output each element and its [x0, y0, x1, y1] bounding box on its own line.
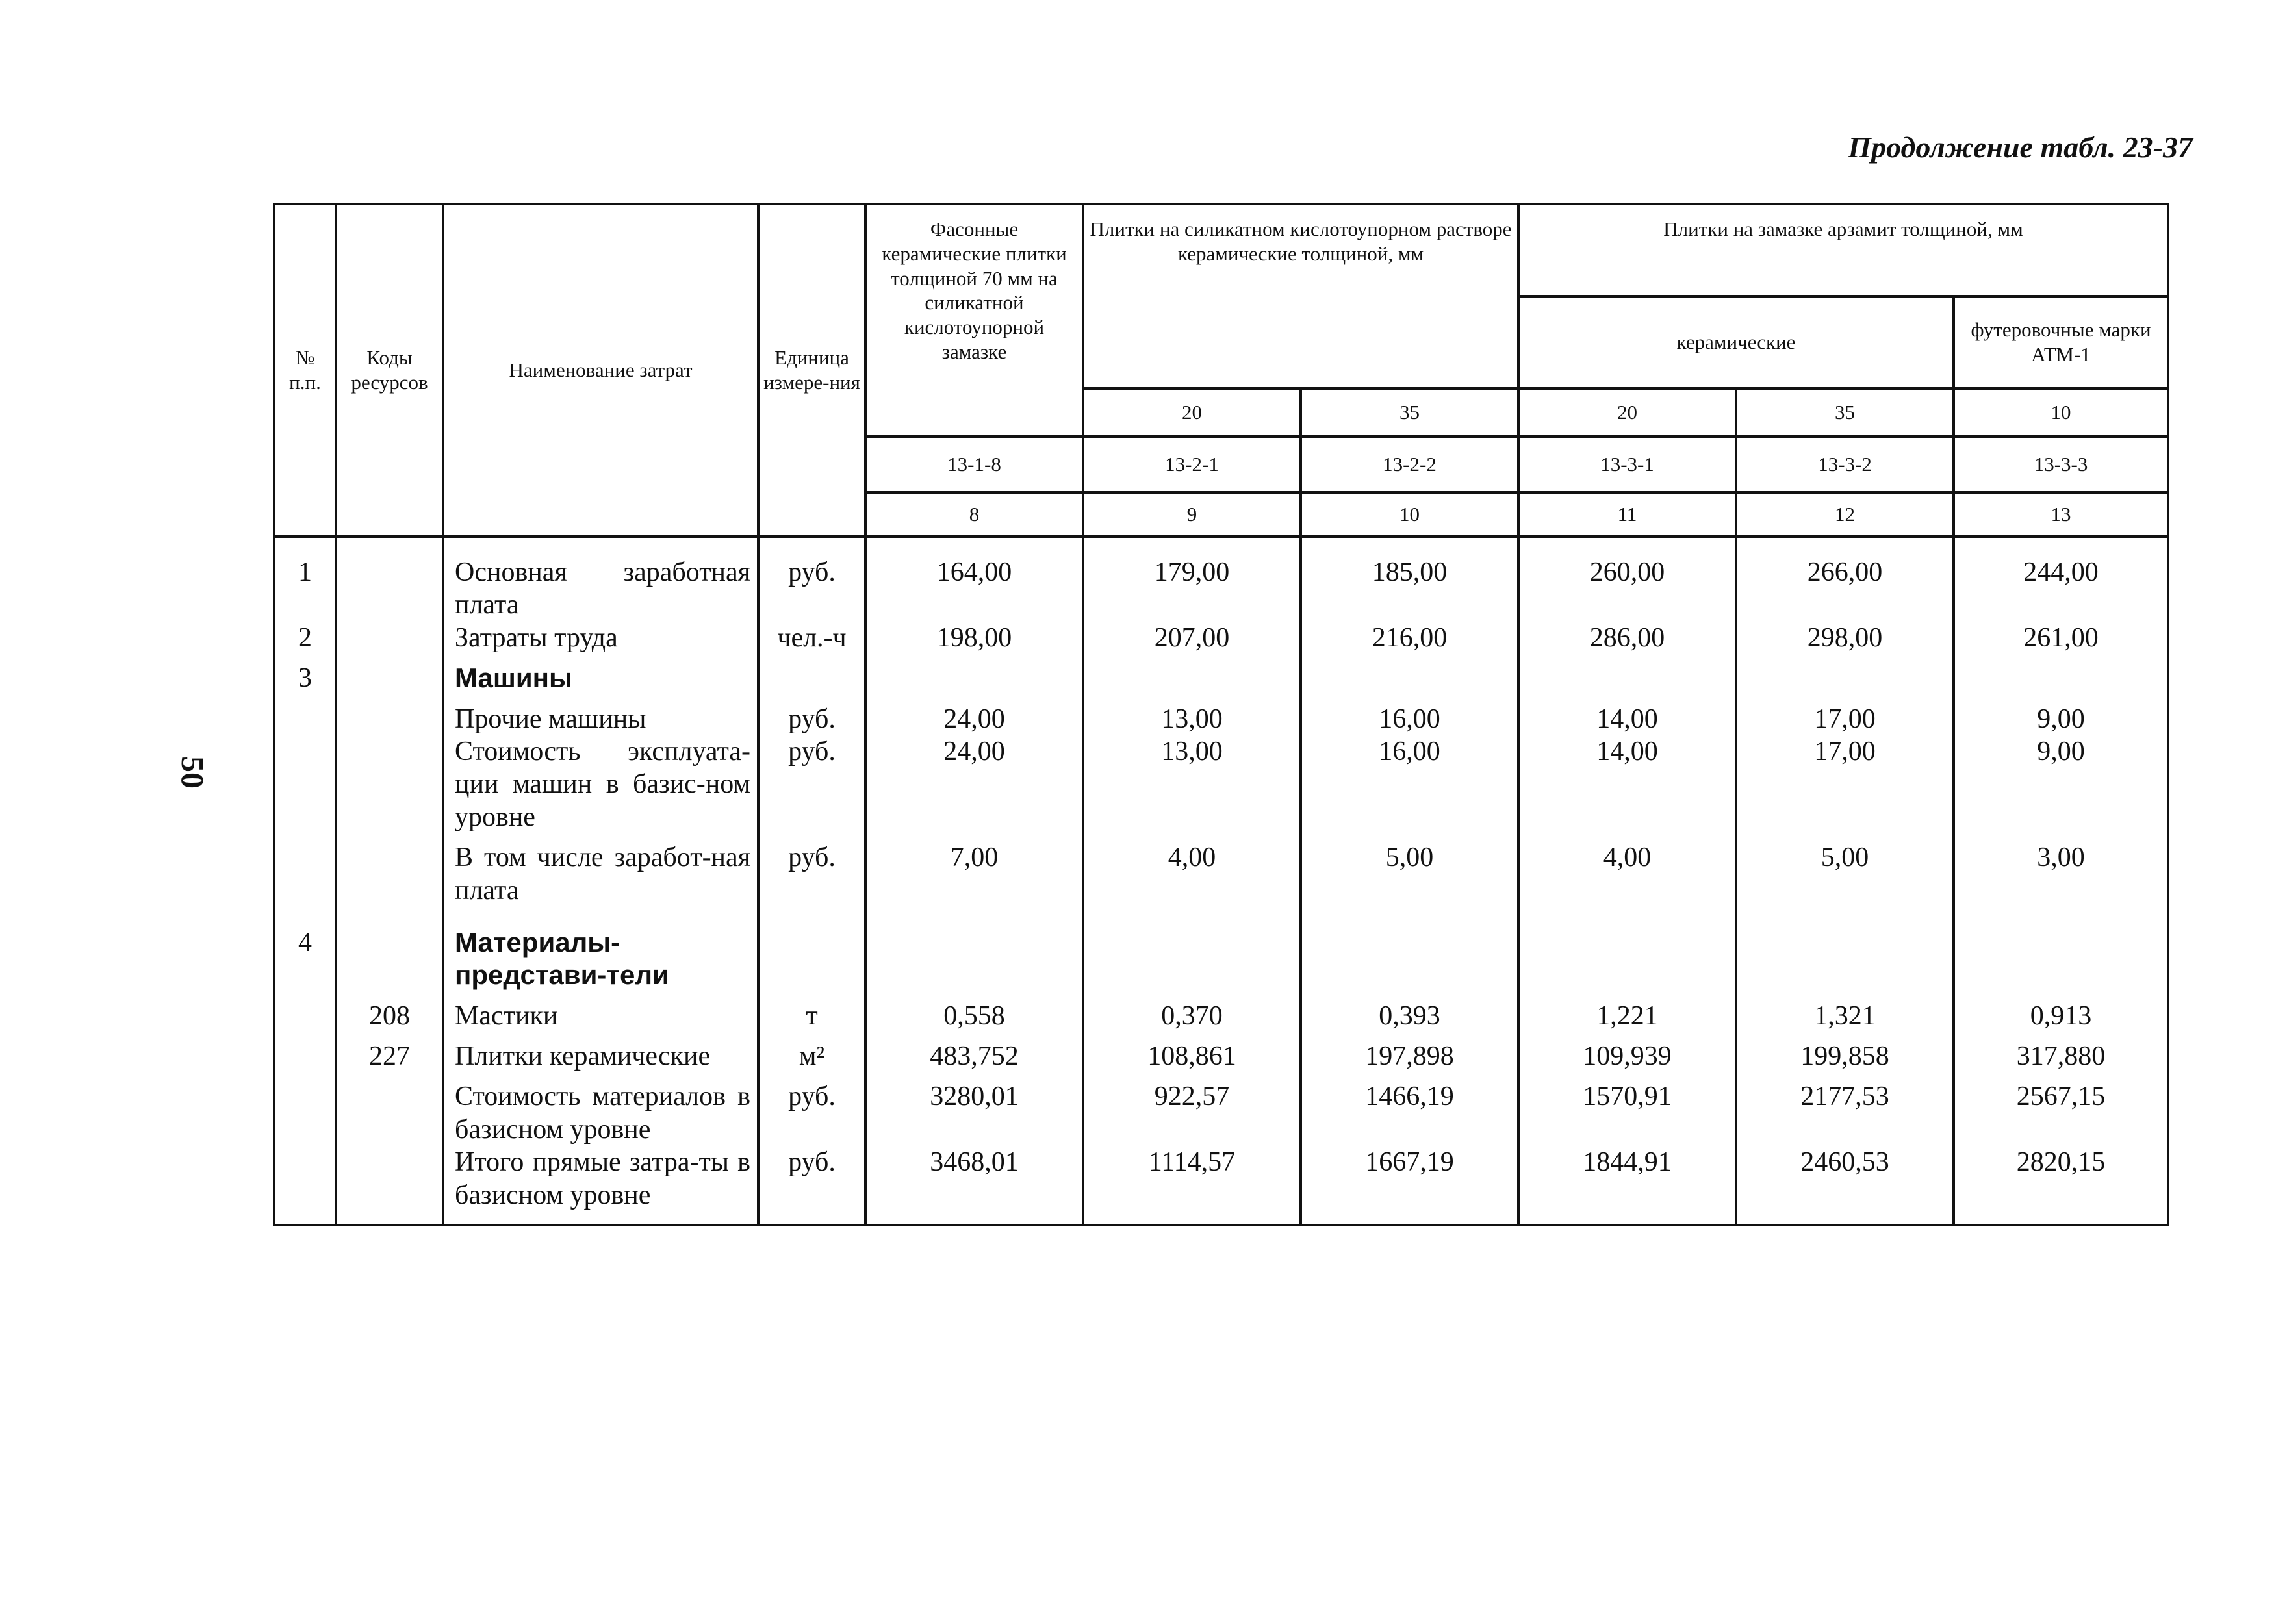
value-cell: 317,880	[1954, 1040, 2168, 1072]
row-index	[274, 735, 336, 833]
resource-code	[336, 841, 443, 907]
value-cell: 164,00	[865, 537, 1083, 622]
value-cell: 198,00	[865, 622, 1083, 654]
value-cell: 1,321	[1736, 1000, 1954, 1032]
thickness-cell: 10	[1954, 388, 2168, 437]
header-codes: Коды ресурсов	[336, 204, 443, 537]
cost-name: В том числе заработ-ная плата	[443, 841, 758, 907]
value-cell: 17,00	[1736, 735, 1954, 833]
value-cell: 179,00	[1083, 537, 1301, 622]
table-row	[274, 537, 2168, 622]
cost-name: Плитки керамические	[443, 1040, 758, 1072]
unit: т	[758, 1000, 865, 1032]
value-cell: 4,00	[1518, 841, 1736, 907]
row-index: 4	[274, 926, 336, 992]
cost-name: Итого прямые затра-ты в базисном уровне	[443, 1146, 758, 1225]
table-row	[274, 1080, 2168, 1146]
header-pn: № п.п.	[274, 204, 336, 537]
value-cell: 483,752	[865, 1040, 1083, 1072]
resource-code	[336, 622, 443, 654]
unit: чел.-ч	[758, 622, 865, 654]
unit: руб.	[758, 537, 865, 622]
thickness-cell: 20	[1083, 388, 1301, 437]
cost-name: Основная заработная плата	[443, 537, 758, 622]
unit: руб.	[758, 1080, 865, 1146]
row-index	[274, 841, 336, 907]
header-name: Наименование затрат	[443, 204, 758, 537]
value-cell: 266,00	[1736, 537, 1954, 622]
cost-name: Мастики	[443, 1000, 758, 1032]
page-number: 50	[175, 756, 211, 789]
value-cell: 24,00	[865, 703, 1083, 735]
value-cell: 1667,19	[1301, 1146, 1518, 1225]
header-group-arzamit: Плитки на замазке арзамит толщиной, мм	[1518, 204, 2168, 296]
column-number: 10	[1301, 492, 1518, 537]
value-cell: 14,00	[1518, 735, 1736, 833]
column-number: 13	[1954, 492, 2168, 537]
thickness-cell: 35	[1301, 388, 1518, 437]
value-cell: 2460,53	[1736, 1146, 1954, 1225]
value-cell: 1466,19	[1301, 1080, 1518, 1146]
value-cell: 16,00	[1301, 703, 1518, 735]
cost-name: Затраты труда	[443, 622, 758, 654]
value-cell: 0,393	[1301, 1000, 1518, 1032]
cost-table	[273, 203, 2169, 1226]
value-cell: 298,00	[1736, 622, 1954, 654]
value-cell: 109,939	[1518, 1040, 1736, 1072]
resource-code	[336, 537, 443, 622]
value-cell: 1570,91	[1518, 1080, 1736, 1146]
row-index	[274, 703, 336, 735]
header-group-silicate: Плитки на силикатном кислотоупорном растворе керамические толщиной, мм	[1083, 204, 1518, 388]
column-number: 9	[1083, 492, 1301, 537]
column-number: 12	[1736, 492, 1954, 537]
table-caption: Продолжение табл. 23-37	[1848, 131, 2193, 164]
value-cell: 5,00	[1301, 841, 1518, 907]
resource-code	[336, 735, 443, 833]
value-cell: 17,00	[1736, 703, 1954, 735]
resource-code: 208	[336, 1000, 443, 1032]
header-col8: Фасонные керамические плитки толщиной 70 мм на силикатной кислотоупорной замазке	[865, 204, 1083, 437]
thickness-cell: 20	[1518, 388, 1736, 437]
value-cell: 1114,57	[1083, 1146, 1301, 1225]
value-cell: 9,00	[1954, 735, 2168, 833]
value-cell: 3280,01	[865, 1080, 1083, 1146]
column-number: 8	[865, 492, 1083, 537]
value-cell: 216,00	[1301, 622, 1518, 654]
value-cell: 5,00	[1736, 841, 1954, 907]
code-cell: 13-3-1	[1518, 437, 1736, 492]
value-cell: 13,00	[1083, 703, 1301, 735]
unit: руб.	[758, 1146, 865, 1225]
value-cell: 16,00	[1301, 735, 1518, 833]
row-index: 3	[274, 662, 336, 694]
cost-name: Прочие машины	[443, 703, 758, 735]
row-index	[274, 1080, 336, 1146]
row-index	[274, 1000, 336, 1032]
section-row	[274, 926, 2168, 992]
value-cell: 286,00	[1518, 622, 1736, 654]
resource-code	[336, 703, 443, 735]
unit: руб.	[758, 841, 865, 907]
value-cell: 24,00	[865, 735, 1083, 833]
value-cell: 2177,53	[1736, 1080, 1954, 1146]
section-title-machines: Машины	[443, 662, 758, 694]
unit: руб.	[758, 703, 865, 735]
value-cell: 260,00	[1518, 537, 1736, 622]
value-cell: 14,00	[1518, 703, 1736, 735]
section-title-materials: Материалы-представи-тели	[443, 926, 758, 992]
code-cell: 13-2-2	[1301, 437, 1518, 492]
code-cell: 13-1-8	[865, 437, 1083, 492]
value-cell: 0,370	[1083, 1000, 1301, 1032]
value-cell: 185,00	[1301, 537, 1518, 622]
value-cell: 244,00	[1954, 537, 2168, 622]
table-row	[274, 703, 2168, 735]
row-index	[274, 1040, 336, 1072]
value-cell: 108,861	[1083, 1040, 1301, 1072]
value-cell: 197,898	[1301, 1040, 1518, 1072]
table-row	[274, 1040, 2168, 1072]
table-row	[274, 841, 2168, 907]
thickness-cell: 35	[1736, 388, 1954, 437]
unit: м²	[758, 1040, 865, 1072]
code-cell: 13-3-2	[1736, 437, 1954, 492]
column-number: 11	[1518, 492, 1736, 537]
header-unit: Единица измере-ния	[758, 204, 865, 537]
resource-code: 227	[336, 1040, 443, 1072]
unit: руб.	[758, 735, 865, 833]
value-cell: 1,221	[1518, 1000, 1736, 1032]
value-cell: 922,57	[1083, 1080, 1301, 1146]
value-cell: 261,00	[1954, 622, 2168, 654]
value-cell: 7,00	[865, 841, 1083, 907]
value-cell: 0,558	[865, 1000, 1083, 1032]
resource-code	[336, 1080, 443, 1146]
value-cell: 3468,01	[865, 1146, 1083, 1225]
header-sub-ceramic: керамические	[1518, 296, 1954, 388]
value-cell: 207,00	[1083, 622, 1301, 654]
row-index	[274, 1146, 336, 1225]
value-cell: 2820,15	[1954, 1146, 2168, 1225]
value-cell: 9,00	[1954, 703, 2168, 735]
value-cell: 0,913	[1954, 1000, 2168, 1032]
table-row	[274, 1000, 2168, 1032]
row-index: 2	[274, 622, 336, 654]
cost-name: Стоимость эксплуата-ции машин в базис-ном уровне	[443, 735, 758, 833]
value-cell: 1844,91	[1518, 1146, 1736, 1225]
table-row-total	[274, 1146, 2168, 1225]
value-cell: 2567,15	[1954, 1080, 2168, 1146]
cost-name: Стоимость материалов в базисном уровне	[443, 1080, 758, 1146]
code-cell: 13-3-3	[1954, 437, 2168, 492]
value-cell: 199,858	[1736, 1040, 1954, 1072]
resource-code	[336, 1146, 443, 1225]
table-row	[274, 622, 2168, 654]
header-sub-futer: футеровочные марки АТМ-1	[1954, 296, 2168, 388]
row-index: 1	[274, 537, 336, 622]
value-cell: 13,00	[1083, 735, 1301, 833]
value-cell: 4,00	[1083, 841, 1301, 907]
section-row	[274, 662, 2168, 694]
code-cell: 13-2-1	[1083, 437, 1301, 492]
value-cell: 3,00	[1954, 841, 2168, 907]
table-row	[274, 735, 2168, 833]
